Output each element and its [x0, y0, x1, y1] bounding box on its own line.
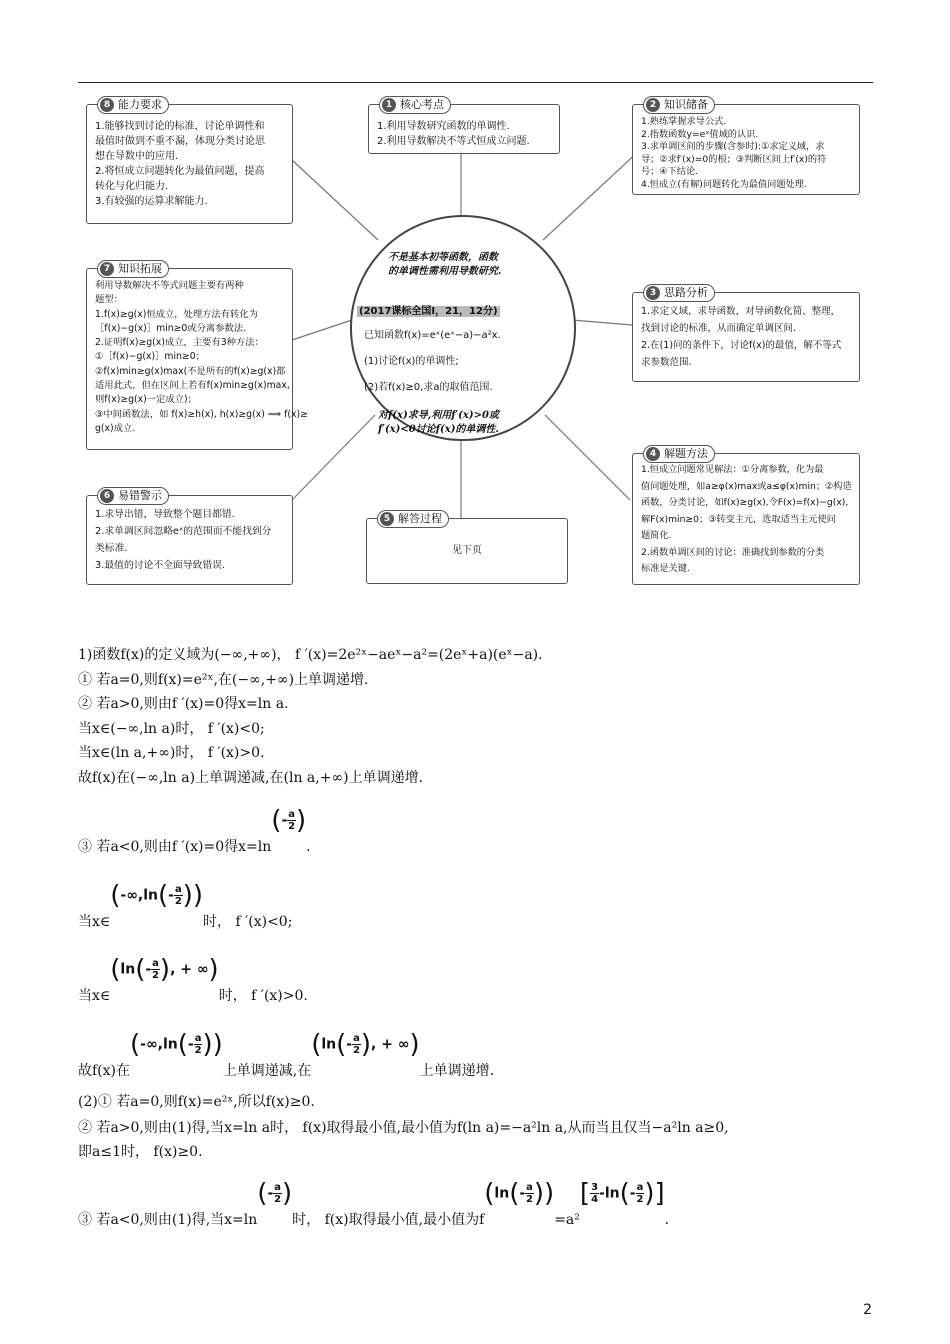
mindmap-box-pitfalls: 6 易错警示 1.求导出错，导致整个题目都错. 2.求单调区间忽略eˣ的范围而不能找到分 类标准. 3.最值的讨论不全面导致错误.	[86, 495, 293, 585]
problem-source: (2017课标全国Ⅰ，21，12分)	[359, 306, 498, 317]
box-title: 4 解题方法	[643, 445, 715, 463]
see-next-page: 见下页	[452, 545, 482, 556]
solution-line-7: ③ 若a<0,则由f ′(x)=0得x=ln(- $\frac{a}{2}$ ).	[78, 805, 311, 855]
solution-line-14: ③ 若a<0,则由(1)得,当x=ln(- $\frac{a}{2}$ )时， f(x)取得最小值,最小值为f(ln(- $\frac{a}{2}$ ))=a²[ $\frac{3}{4}$ -ln(- $\frac{a}{2}$ )].	[78, 1178, 670, 1228]
math-neg-a-over-2: (- $\frac{a}{2}$ )	[271, 805, 307, 836]
math-neg-a-over-2: (- $\frac{a}{2}$ )	[257, 1178, 293, 1209]
problem-part-2: (2)若f(x)≥0,求a的取值范围.	[364, 382, 493, 393]
mindmap-box-core-points: 1 核心考点 1.利用导数研究函数的单调性. 2.利用导数解决不等式恒成立问题.	[368, 104, 560, 154]
math-min-value-bracket: [ $\frac{3}{4}$ -ln(- $\frac{a}{2}$ )]	[579, 1178, 665, 1209]
solution-line-1: 1)函数f(x)的定义域为(−∞,+∞)， f ′(x)=2e²ˣ−aeˣ−a²=(2eˣ+a)(eˣ−a).	[78, 647, 543, 663]
handwritten-note-bottom-2: f′(x)<0讨论f(x)的单调性.	[378, 424, 499, 435]
mindmap-box-analysis: 3 思路分析 1.求定义域，求导函数，对导函数化简、整理， 找到讨论的标准，从而确定单调区间. 2.在(1)问的条件下，讨论f(x)的最值，解不等式 求参数范围.	[632, 292, 860, 382]
mindmap-box-ability: 8 能力要求 1.能够找到讨论的标准，讨论单调性和 最值时做到不重不漏，体现分类讨论思 想在导数中的应用. 2.将恒成立问题转化为最值问题，提高 转化与化归能力. 3.有较强的运算求解能力.	[86, 104, 293, 224]
solution-line-8: 当x∈(-∞,ln(- $\frac{a}{2}$ ))时， f ′(x)<0;	[78, 880, 293, 930]
solution-line-6: 故f(x)在(−∞,ln a)上单调递减,在(ln a,+∞)上单调递增.	[78, 770, 424, 786]
box-title: 7 知识拓展	[97, 260, 169, 278]
problem-part-1: (1)讨论f(x)的单调性;	[364, 356, 459, 367]
problem-statement: 已知函数f(x)=eˣ(eˣ−a)−a²x.	[364, 330, 501, 341]
solution-line-5: 当x∈(ln a,+∞)时， f ′(x)>0.	[78, 745, 265, 761]
math-interval-neg-inf-ln: (-∞,ln(- $\frac{a}{2}$ ))	[130, 1029, 223, 1060]
solution-line-4: 当x∈(−∞,ln a)时， f ′(x)<0;	[78, 721, 265, 737]
math-interval-ln-pos-inf: (ln(- $\frac{a}{2}$ ), + ∞)	[311, 1029, 420, 1060]
box-title: 8 能力要求	[97, 96, 169, 114]
solution-line-12: ② 若a>0,则由(1)得,当x=ln a时， f(x)取得最小值,最小值为f(ln a)=−a²ln a,从而当且仅当−a²ln a≥0,	[78, 1120, 729, 1136]
solution-line-11: (2)① 若a=0,则f(x)=e²ˣ,所以f(x)≥0.	[78, 1094, 315, 1110]
math-interval-ln-pos-inf: (ln(- $\frac{a}{2}$ ), + ∞)	[110, 954, 219, 985]
solution-line-13: 即a≤1时， f(x)≥0.	[78, 1144, 203, 1160]
box-title: 3 思路分析	[643, 284, 715, 302]
box-title: 6 易错警示	[97, 487, 169, 505]
handwritten-note-top-2: 的单调性需利用导数研究.	[388, 266, 502, 277]
page-number: 2	[863, 1302, 872, 1318]
solution-line-3: ② 若a>0,则由f ′(x)=0得x=ln a.	[78, 696, 289, 712]
mindmap-box-methods: 4 解题方法 1.恒成立问题常见解法：①分离参数，化为最 值问题处理，如a≥φ(x)max或a≤φ(x)min；②构造 函数，分类讨论，如f(x)≥g(x),令F(x)=f(x)−g(x), 解F(x)min≥0；③转变主元，选取适当主元使问 题简化. 2.函数单调区间的讨论：准确找到参数的分类 标准是关键.	[632, 453, 860, 585]
handwritten-note-bottom-1: 对f(x)求导,利用f′(x)>0或	[378, 410, 499, 421]
solution-line-9: 当x∈(ln(- $\frac{a}{2}$ ), + ∞)时， f ′(x)>0.	[78, 954, 308, 1004]
box-title: 2 知识储备	[643, 96, 715, 114]
box-title: 5 解答过程	[377, 510, 449, 528]
box-title: 1 核心考点	[379, 96, 451, 114]
handwritten-note-top-1: 不是基本初等函数，函数	[388, 252, 498, 263]
mindmap-box-extension: 7 知识拓展 利用导数解决不等式问题主要有两种 题型： 1.f(x)≥g(x)恒成立，处理方法有转化为 ［f(x)−g(x)］min≥0或分离参数法. 2.证明f(x)≥g(x)成立，主要有3种方法： ①［f(x)−g(x)］min≥0； ②f(x)min≥g(x)max(不是所有的f(x)≥g(x)都 适用此式，但在区间上若有f(x)min≥g(x)max, 则f(x)≥g(x)一定成立)； ③中间函数法，如 f(x)≥h(x), h(x)≥g(x) ⟹ f(x)≥ g(x)成立.	[86, 268, 293, 450]
math-interval-neg-inf-ln: (-∞,ln(- $\frac{a}{2}$ ))	[110, 880, 203, 911]
solution-line-2: ① 若a=0,则f(x)=e²ˣ,在(−∞,+∞)上单调递增.	[78, 672, 369, 688]
mindmap-box-knowledge: 2 知识储备 1.熟练掌握求导公式. 2.指数函数y=eˣ值域的认识. 3.求单调区间的步骤(含参时):①求定义域，求 导；②求f′(x)=0的根；③判断区间上f′(x)的符 号；④下结论. 4.恒成立(有解)问题转化为最值问题处理.	[632, 104, 860, 195]
math-ln-neg-a-over-2: (ln(- $\frac{a}{2}$ ))	[484, 1178, 555, 1209]
solution-line-10: 故f(x)在(-∞,ln(- $\frac{a}{2}$ ))上单调递减,在(ln(- $\frac{a}{2}$ ), + ∞)上单调递增.	[78, 1029, 495, 1079]
mindmap-box-solution	[366, 512, 568, 584]
